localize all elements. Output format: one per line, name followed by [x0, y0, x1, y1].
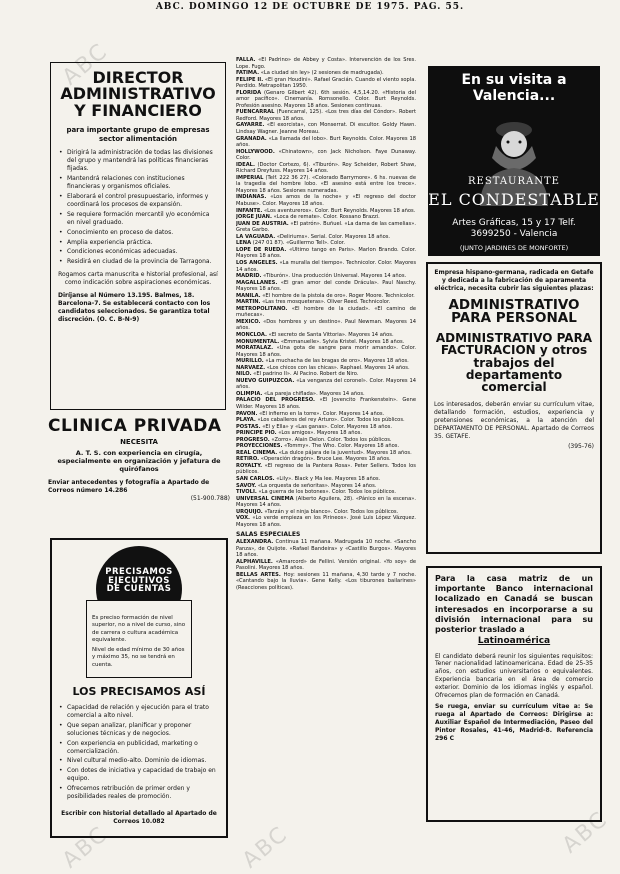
cinema-program: «El padrino II». Al Pacino. Robert de Niro. — [253, 371, 359, 378]
cinema-name: MURILLO. — [236, 358, 264, 365]
cinema-name: SAN CARLOS. — [236, 476, 275, 482]
cinema-program: «Lo verde empieza en los Pirineos». José Luis López Vázquez. Mayores 18 años. — [236, 515, 416, 528]
list-item — [236, 378, 416, 391]
list-item: • Capacidad de relación y ejecución para el trato comercial a alto nivel. — [58, 704, 220, 720]
cinema-name: ROYALTY. — [236, 462, 263, 469]
cinema-name: PROYECCIONES. — [236, 443, 283, 450]
list-item — [236, 539, 416, 559]
cinema-listings — [236, 57, 416, 847]
valencia-ad-headline: En su visita a Valencia... — [461, 72, 567, 105]
cinema-program: «El Jovencito Frankenstein». Gene Wilder. Mayores 18 años. — [236, 397, 416, 410]
administrativo-ad-intro: Empresa hispano-germana, radicada en Getafe y dedicada a la fabricación de aparamenta eléctrica, necesita cubrir las siguientes plazas: — [434, 269, 594, 292]
list-item — [236, 77, 416, 90]
list-item — [236, 136, 416, 149]
list-item: • Que sepan analizar, planificar y proponer soluciones técnicas y de negocios. — [58, 722, 220, 738]
clinica-ad-title: CLINICA PRIVADA — [48, 416, 222, 436]
cinema-name: URQUIJO. — [236, 508, 263, 515]
cinema-name: JUAN DE AUSTRIA. — [236, 220, 289, 227]
cinema-name: FATIMA. — [236, 70, 260, 77]
director-ad-title: DIRECTOR ADMINISTRATIVO Y FINANCIERO — [60, 68, 216, 120]
cinema-program: Continua 11 mañana. Madrugada 10 noche. «Sancho Panza», de Quijote. «Rafael Bandeira» y «Castillo Burgos». Mayores 18 años. — [236, 538, 416, 559]
cinema-name: PLAYA. — [236, 417, 256, 424]
cinema-program: «Operación dragón». Bruce Lee. Mayores 18 años. — [260, 456, 391, 463]
director-ad-contact: Diríjanse al Número 13.195. Balmes, 18. Barcelona-7. Se establecerá contacto con los candidatos seleccionados. Se garantiza total discreción. (O. C. B-N-9) — [58, 292, 211, 323]
cinema-program: «Tommy». The Who. Color. Mayores 18 años. — [284, 443, 400, 450]
list-item — [236, 57, 416, 70]
cinema-program: «El secreto de Santa Vittoria». Mayores 14 años. — [268, 331, 394, 338]
list-item: Es preciso formación de nivel superior, no a nivel de curso, sino de carrera o cultura académica equivalente. — [92, 615, 186, 643]
list-item — [236, 175, 416, 195]
clinica-ad-ref: (51-900.788) — [190, 495, 230, 503]
clinica-ad-body: A. T. S. con experiencia en cirugía, especialmente en organización y jefatura de quirófanos — [57, 449, 221, 474]
list-item — [236, 280, 416, 293]
cinema-name: ALPHAVILLE. — [236, 558, 273, 565]
cinema-name: POSTAS. — [236, 423, 261, 430]
administrativo-ad-body: Los interesados, deberán enviar su currículum vitae, detallando formación, estudios, experiencia y pretensiones económicas, a la atención del DEPARTAMENTO DE PERSONAL. Apartado de Correos 35. GETAFE. — [434, 401, 594, 441]
list-item: • Condiciones económicas adecuadas. — [58, 248, 218, 256]
cinema-program: «La muralla del tiempo». Technicolor. Color. Mayores 14 años. — [236, 259, 416, 273]
cinema-program: «La venganza del coronel». Color. Mayores 14 años. — [236, 377, 416, 391]
list-item — [236, 559, 416, 572]
clinica-ad-necesita: NECESITA — [120, 438, 158, 447]
cinema-name: VOX. — [236, 515, 250, 522]
cinema-name: NILO. — [236, 371, 252, 378]
cinema-name: RETIRO. — [236, 456, 260, 463]
watermark: ABC — [57, 38, 114, 91]
cinema-name: OLIMPIA. — [236, 390, 263, 397]
cinema-name: METROPOLITANO. — [236, 305, 288, 312]
cinema-program: (Telf. 222 36 27). «Colorado Barrymore». 6 hs. nuevas de la tragedia del hombre lobo. «El asesino está entre los trece». Mayores 18 años. Sesiones numeradas. — [236, 174, 416, 194]
cinema-program: «La guerra de los botones». Color. Todos los públicos. — [258, 489, 397, 496]
cinema-name: IDEAL. — [236, 161, 255, 168]
list-item: • Se requiere formación mercantil y/o económica en nivel graduado. — [58, 211, 218, 227]
ejecutivos-ad-list — [58, 704, 220, 803]
valencia-ad — [428, 66, 600, 256]
cinema-program: «Una gota de sangre para morir amando». Color. Mayores 18 años. — [236, 345, 416, 358]
cinema-name: MORATALAZ. — [236, 345, 274, 352]
cinema-program: (Fuencarral, 125). «Los tres días del Cóndor». Robert Redford. Mayores 18 años. — [236, 109, 416, 122]
list-item — [236, 306, 416, 319]
list-item: • Conocimiento en proceso de datos. — [58, 229, 218, 237]
banco-ad — [426, 566, 602, 822]
cinema-program: «El y Ella» y «Las ganas». Color. Mayores 18 años. — [262, 423, 392, 430]
administrativo-ad — [426, 262, 602, 554]
cinema-name: FLORIDA — [236, 89, 262, 96]
cinema-program: «El hombre de la ciudad». «El camino de muñecas». — [236, 305, 416, 319]
cinema-name: MANILA. — [236, 292, 261, 299]
cinema-program: «La llamada del lobo». Burt Reynolds. Color. Mayores 18 años. — [236, 135, 416, 149]
cinema-program: «El gran amor del conde Drácula». Paul Naschy. Mayores 18 años. — [236, 279, 416, 293]
list-item — [236, 122, 416, 135]
banco-ad-contact: Se ruega, enviar su currículum vitae a: Se ruega al Apartado de Correos: Dirigirse a: Auxiliar Español de Intermediación, Paseo del Pintor Rosales, 41-46, Madrid-8. Referencia 296 C — [435, 703, 593, 742]
list-item — [236, 109, 416, 122]
cinema-program: «La muchacha de las bragas de oro». Mayores 18 años. — [265, 358, 409, 365]
list-item — [236, 194, 416, 207]
restaurant-address: Artes Gráficas, 15 y 17 Telf. 3699250 - Valencia — [452, 218, 576, 239]
clinica-ad-contact: Enviar antecedentes y fotografía a Apartado de Correos número 14.286 — [48, 479, 210, 495]
watermark: ABC — [57, 821, 114, 874]
list-item: • Con dotes de iniciativa y capacidad de trabajo en equipo. — [58, 767, 220, 783]
list-item: Nivel de edad mínimo de 30 años y máximo 35, no se tendrá en cuenta. — [92, 647, 185, 668]
cinema-program: (Doctor Cortezo, 6). «Tiburón». Roy Scheider, Robert Shaw, Richard Dreyfuss. Mayores 14 años. — [236, 161, 416, 175]
cinema-program: «El hombre de la pistola de oro». Roger Moore. Technicolor. — [262, 292, 415, 299]
cinema-name: MADRID. — [236, 273, 262, 280]
cinema-program: «Chinatown», con Jack Nicholson. Faye Dunaway. Color. — [236, 148, 416, 162]
ejecutivos-ad-requirements — [86, 600, 192, 678]
cinema-program: «La pareja chiflada». Mayores 14 años. — [264, 390, 365, 397]
cinema-program: «La orquesta de señoritas». Mayores 14 años. — [257, 482, 377, 489]
cinema-name: FELIPE II. — [236, 76, 264, 83]
cinema-program: (Genaro Gilbert 42). 6th sesión. 4,5,14.20. «Historia del amor pacífico». Cinemanía. Romsonello. Color. Burt Reynolds. Profesión asesino. Mayores 18 años. Sesiones continuas. — [236, 89, 416, 109]
list-item: • Ofrecemos retribución de primer orden y posibilidades reales de promoción. — [58, 785, 220, 801]
cinema-program: «Los amigos». Mayores 18 años. — [278, 430, 362, 437]
director-ad-requirements — [58, 149, 218, 266]
cinema-program: «Las tres mosqueteras». Oliver Reed. Technicolor. — [262, 299, 391, 306]
list-item — [236, 149, 416, 162]
director-ad — [50, 62, 226, 410]
cinema-program: «Zorro». Alain Delon. Color. Todos los públicos. — [271, 436, 392, 443]
cinema-name: LOS ANGELES. — [236, 259, 278, 266]
page-header: ABC. DOMINGO 12 DE OCTUBRE DE 1975. PAG. 55. — [155, 2, 465, 12]
cinema-name: MEXICO. — [236, 318, 261, 325]
cinema-program: «Los aventureros». Color. Burt Reynolds. Mayores 18 años. — [264, 207, 416, 214]
cinema-program: Hoy: sesiones 11 mañana, 4,30 tarde y 7 noche. «Cantando bajo la lluvia». Gene Kelly. «Los tiburones bailarines» (Reacciones políticas). — [236, 571, 416, 591]
ejecutivos-ad — [50, 538, 228, 838]
cinema-program: (247 01 87). «Guillermo Tell». Color. — [252, 240, 345, 247]
cinema-name: PROGRESO. — [236, 436, 270, 443]
list-item: • Con experiencia en publicidad, marketing o comercialización. — [58, 740, 220, 756]
cinema-name: REAL CINEMA. — [236, 449, 278, 456]
list-item: • Nivel cultural medio-alto. Dominio de idiomas. — [58, 757, 220, 765]
cinema-program: «Los amos de la noche» y «El regreso del doctor Mabuse». Color. Mayores 18 años. — [236, 194, 416, 208]
cinema-program: «La ciudad sin ley» (2 sesiones de madrugada). — [260, 70, 384, 77]
watermark: ABC — [557, 806, 614, 859]
cinema-program: «El exorcista», con Monserrat. Di escultor. Goldy Hawn. Lindsay Wagner. Jeanne Moreau. — [236, 122, 416, 136]
cinema-name: FUENCARRAL — [236, 109, 275, 116]
cinema-name: INFANTE. — [236, 207, 263, 214]
cinema-program: «Deliriums». Serial. Color. Mayores 18 años. — [276, 233, 391, 240]
cinema-program: «Los caballeros del rey Arturo». Color. Todos los públicos. — [257, 417, 405, 424]
cinema-name: LENA — [236, 240, 252, 247]
cinema-program: «Los chicos con las chicas». Raphael. Mayores 14 años. — [266, 364, 410, 371]
ejecutivos-ad-subtitle: LOS PRECISAMOS ASÍ — [72, 685, 206, 698]
cinema-name: MONUMENTAL. — [236, 338, 280, 345]
cinema-program: «El regreso de la Pantera Rosa». Peter Sellers. Todos los públicos. — [236, 462, 416, 476]
cinema-program: «Ultimo tango en Paris». Marlon Brando. Color. Mayores 18 años. — [236, 246, 416, 260]
list-item: • Elaborará el control presupuestario, informes y coordinará los procesos de expansión. — [58, 193, 218, 209]
restaurant-name: EL CONDESTABLE — [428, 190, 600, 209]
list-item: • Residirá en ciudad de la provincia de Tarragona. — [58, 258, 218, 266]
banco-ad-destination: Latinoamérica — [477, 636, 551, 647]
cinema-name: MARTIN. — [236, 299, 261, 306]
cinema-program: «La dulce pájara de la juventud». Mayores 18 años. — [278, 449, 412, 456]
banco-ad-body: El candidato deberá reunir los siguientes requisitos: Tener nacionalidad latinoamericana. Edad de 25-35 años, con estudios universitarios o equivalentes. Experiencia bancaria en el área de comercio exterior. Dominio de los idiomas inglés y español. Ofrecemos plan de formación en Canadá. — [435, 652, 593, 700]
cinema-name: HOLLYWOOD. — [236, 148, 275, 155]
list-item: • Amplia experiencia práctica. — [58, 239, 218, 247]
cinema-program: «Loca de remate». Color. Rossano Brazzi. — [273, 214, 380, 221]
cinema-program: «Emmanuelle». Sylvia Kristel. Mayores 18 años. — [280, 338, 405, 345]
cinema-name: JORGE JUAN. — [236, 214, 272, 221]
cinema-name: MONCLOA. — [236, 331, 267, 338]
ejecutivos-ad-title: PRECISAMOS EJECUTIVOS DE CUENTAS — [105, 567, 173, 595]
list-item — [236, 397, 416, 410]
administrativo-ad-title2: ADMINISTRATIVO PARA FACTURACION y otros trabajos del departamento comercial — [435, 331, 593, 395]
clinica-ad — [48, 418, 230, 503]
watermark: ABC — [237, 821, 294, 874]
cinema-program: «El Padrino» de Abbey y Costa». Intervención de los Sres. Lope. Fugo. — [236, 57, 416, 70]
administrativo-ad-ref: (395-76) — [568, 442, 594, 450]
cinema-name: NUEVO GUIPUZCOA. — [236, 377, 295, 384]
cinema-name: FALLA. — [236, 57, 256, 63]
cinema-name: TIVOLI. — [236, 489, 257, 496]
administrativo-ad-title1: ADMINISTRATIVO PARA PERSONAL — [448, 296, 580, 327]
cinema-program: «Tarzán y el ninja blanco». Color. Todos los públicos. — [264, 508, 399, 515]
list-item — [236, 496, 416, 509]
cinema-name: IMPERIAL — [236, 174, 264, 181]
cinema-name: UNIVERSAL CINEMA — [236, 495, 294, 502]
list-item — [236, 463, 416, 476]
cinema-name: PAVON. — [236, 410, 258, 417]
list-item — [236, 572, 416, 592]
cinema-name: INDIANAS. — [236, 194, 267, 201]
list-item — [236, 319, 416, 332]
cinema-name: MAGALLANES. — [236, 279, 278, 286]
salas-title: SALAS ESPECIALES — [236, 531, 301, 539]
cinema-program: «Lily». Black y Ma lee. Mayores 18 años. — [276, 476, 381, 482]
cinema-name: LOPE DE RUEDA. — [236, 246, 287, 253]
director-ad-closing: Rogamos carta manuscrita e historial profesional, así como indicación sobre aspiraciones económicas. — [58, 271, 218, 287]
list-item — [236, 90, 416, 110]
cinema-name: PRINCIPE PIO. — [236, 430, 277, 437]
list-item — [236, 345, 416, 358]
cinema-program: «Tiburón». Una producción Universal. Mayores 14 años. — [263, 273, 407, 280]
ejecutivos-ad-contact: Escribir con historial detallado al Apartado de Correos 10.082 — [61, 810, 217, 825]
restaurant-location: (JUNTO JARDINES DE MONFORTE) — [459, 244, 569, 252]
list-item — [236, 162, 416, 175]
list-item — [236, 221, 416, 234]
cinema-name: GRANADA. — [236, 135, 267, 142]
cinema-name: ALEXANDRA. — [236, 538, 274, 545]
cinema-name: NARVAEZ. — [236, 364, 266, 371]
cinema-program: «Dos hombres y un destino». Paul Newman. Mayores 14 años. — [236, 318, 416, 332]
list-item: • Dirigirá la administración de todas las divisiones del grupo y mantendrá las políticas financieras fijadas. — [58, 149, 218, 173]
list-item — [236, 260, 416, 273]
cinema-name: LA VAGUADA. — [236, 233, 276, 240]
list-item — [236, 515, 416, 528]
cinema-program: «El infierno en la torre». Color. Mayores 14 años. — [259, 410, 385, 417]
cinema-name: SAVOY. — [236, 482, 257, 489]
list-item: • Mantendrá relaciones con instituciones financieras y organismos oficiales. — [58, 175, 218, 191]
cinema-program: «Amarcord» de Fellini. Versión original. «Yo soy» de Pasolini. Mayores 18 años. — [236, 558, 416, 572]
cinema-program: (Alberto Aguilera, 28). «Pánico en la escena». Mayores 14 años. — [236, 495, 416, 509]
list-item — [236, 247, 416, 260]
banco-ad-heading: Para la casa matriz de un importante Banco internacional localizado en Canadá se buscan interesados en incorporarse a su división internacional para su posterior traslado a — [435, 574, 593, 635]
cinema-name: GAYARRE. — [236, 122, 265, 129]
cinema-program: «El gran Houdini». Rafael Gracián. Cuando el viento sopla. Perdido. Metrapolitan 1950. — [236, 76, 416, 90]
director-ad-subtitle: para importante grupo de empresas sector alimentación — [66, 125, 210, 143]
restaurant-label: RESTAURANTE — [468, 176, 560, 187]
cinema-name: PALACIO DEL PROGRESO. — [236, 397, 315, 404]
cinema-program: «El patrón». Buñuel. «La dama de las camelias». Greta Garbo. — [236, 220, 416, 234]
cinema-name: BELLAS ARTES. — [236, 571, 281, 578]
